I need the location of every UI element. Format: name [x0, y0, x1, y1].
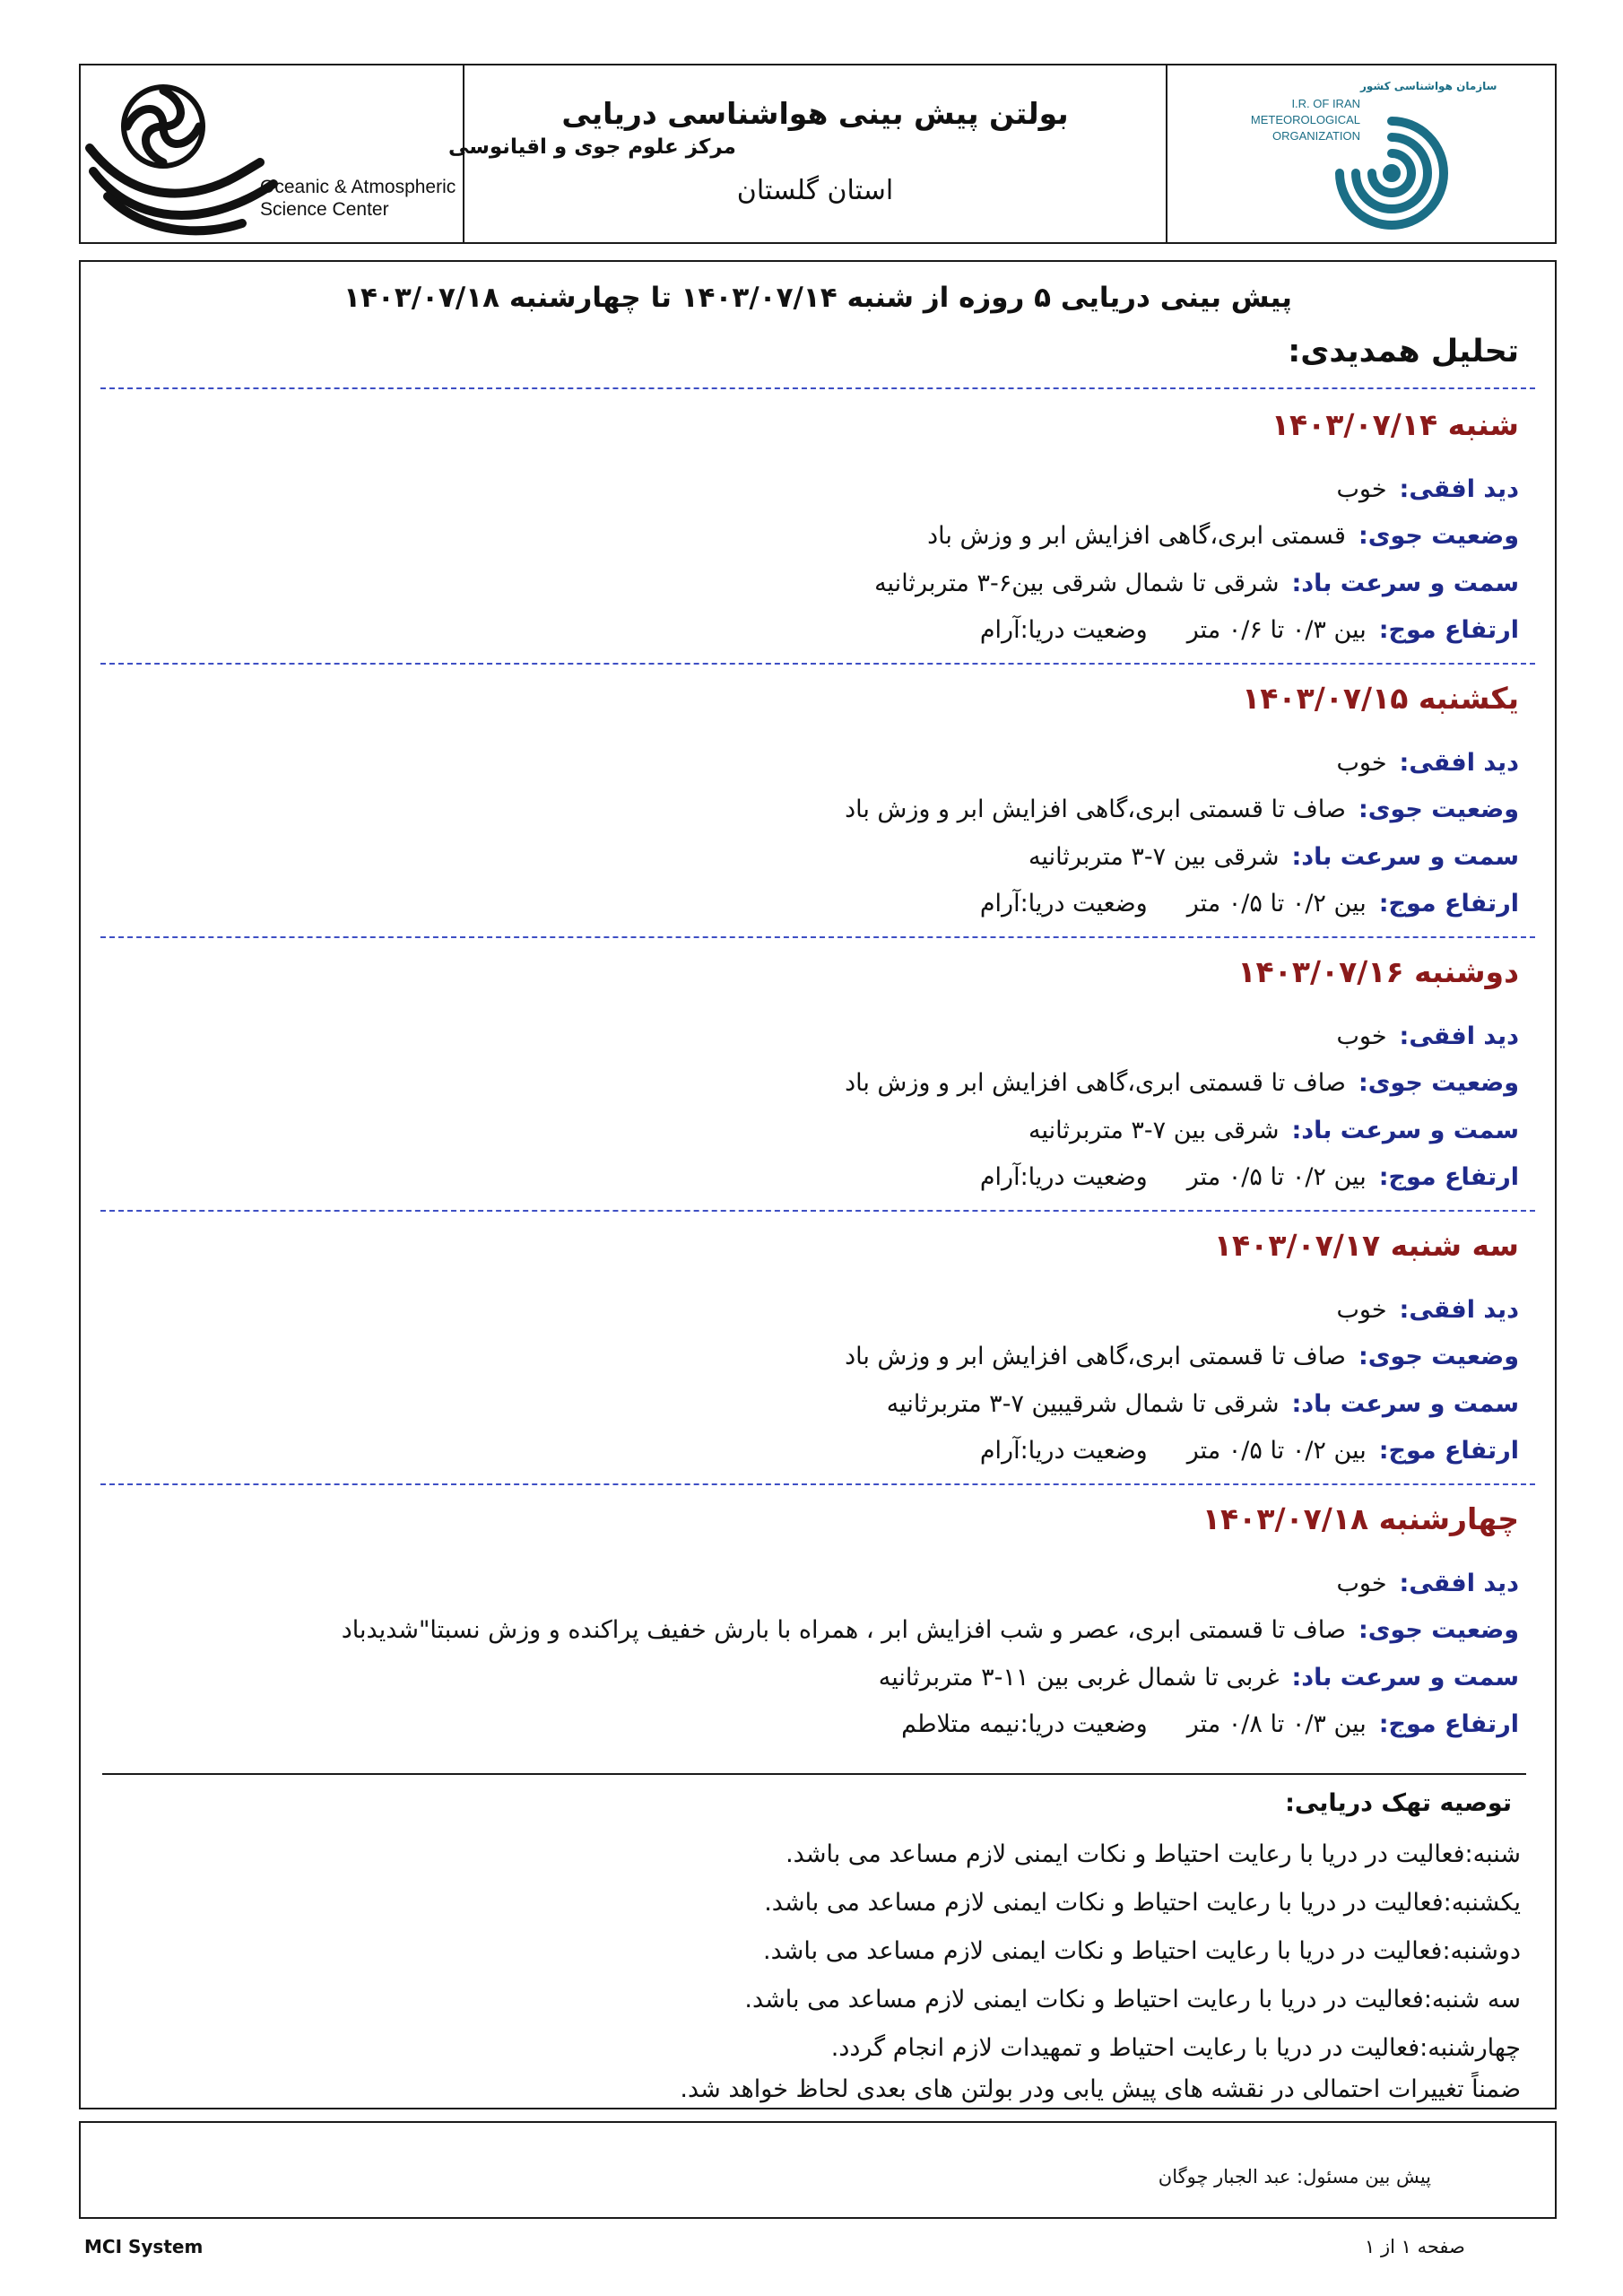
advice-divider: [102, 1773, 1526, 1775]
wave-label: ارتفاع موج:: [1378, 616, 1519, 644]
wind-label: سمت و سرعت باد:: [1291, 1117, 1519, 1144]
section-divider: [100, 936, 1535, 938]
section-divider: [100, 663, 1535, 665]
wind-label: سمت و سرعت باد:: [1291, 570, 1519, 597]
oceanic-center-logo: [81, 65, 736, 242]
weather-value: صاف تا قسمتی ابری،گاهی افزایش ابر و وزش باد: [845, 1343, 1346, 1370]
visibility-value: خوب: [1336, 475, 1387, 503]
wave-value: بین ۰/۳ تا ۰/۶ متر: [1186, 616, 1367, 644]
visibility-label: دید افقی:: [1399, 749, 1519, 777]
day-title: سه شنبه ۱۴۰۳/۰۷/۱۷: [1213, 1228, 1519, 1263]
weather-row: [342, 1616, 1519, 1644]
visibility-value: خوب: [1336, 1296, 1387, 1324]
wave-label: ارتفاع موج:: [1378, 1710, 1519, 1738]
wind-value: غربی تا شمال غربی بین ۱۱-۳ متربرثانیه: [878, 1664, 1280, 1692]
wind-label: سمت و سرعت باد:: [1291, 843, 1519, 871]
forecast-period: پیش بینی دریایی ۵ روزه از شنبه ۱۴۰۳/۰۷/۱۴ تا چهارشنبه ۱۴۰۳/۰۷/۱۸: [343, 282, 1292, 314]
province-name: استان گلستان: [736, 175, 894, 206]
visibility-row: [1336, 475, 1519, 503]
center-name-fa: مرکز علوم جوی و اقیانوسی: [448, 135, 736, 159]
advice-note: ضمناً تغییرات احتمالی در نقشه های پیش یابی ودر بولتن های بعدی لحاظ خواهد شد.: [680, 2075, 1521, 2103]
wave-value: بین ۰/۳ تا ۰/۸ متر: [1186, 1710, 1367, 1738]
synoptic-heading: تحلیل همدیدی:: [1288, 334, 1519, 370]
center-name-en-2: Science Center: [260, 199, 389, 220]
wind-value: شرقی تا شمال شرقیبین ۷-۳ متربرثانیه: [886, 1390, 1280, 1418]
section-divider: [100, 1483, 1535, 1485]
irimo-line-2: METEOROLOGICAL: [1250, 113, 1360, 126]
visibility-row: [1336, 1570, 1519, 1597]
wave-label: ارتفاع موج:: [1378, 1437, 1519, 1465]
weather-label: وضعیت جوی:: [1358, 1069, 1519, 1097]
center-logo-cell: [81, 65, 736, 242]
weather-label: وضعیت جوی:: [1358, 1343, 1519, 1370]
weather-label: وضعیت جوی:: [1358, 1616, 1519, 1644]
weather-value: صاف تا قسمتی ابری،گاهی افزایش ابر و وزش باد: [845, 796, 1346, 823]
sea-state: وضعیت دریا:آرام: [979, 616, 1148, 644]
weather-value: قسمتی ابری،گاهی افزایش ابر و وزش باد: [927, 522, 1346, 550]
wave-value: بین ۰/۲ تا ۰/۵ متر: [1186, 1163, 1367, 1191]
forecast-body: [79, 260, 1557, 2109]
swirl-emblem-icon: [124, 87, 203, 166]
weather-value: صاف تا قسمتی ابری، عصر و شب افزایش ابر ، همراه با بارش خفیف پراکنده و وزش نسبتا"شدیدباد: [341, 1616, 1346, 1644]
wave-label: ارتفاع موج:: [1378, 890, 1519, 918]
visibility-value: خوب: [1336, 1570, 1387, 1597]
wind-row: [879, 1664, 1519, 1692]
wave-value: بین ۰/۲ تا ۰/۵ متر: [1186, 890, 1367, 918]
wind-row: [887, 1390, 1519, 1418]
bulletin-header: [79, 64, 1557, 244]
visibility-label: دید افقی:: [1399, 1570, 1519, 1597]
advice-line: یکشنبه:فعالیت در دریا با رعایت احتیاط و نکات ایمنی لازم مساعد می باشد.: [764, 1889, 1521, 1917]
center-name-en-1: Oceanic & Atmospheric: [260, 177, 456, 197]
irimo-logo: [1167, 65, 1555, 242]
wave-row: [980, 890, 1519, 918]
visibility-value: خوب: [1336, 749, 1387, 777]
visibility-label: دید افقی:: [1399, 475, 1519, 503]
weather-value: صاف تا قسمتی ابری،گاهی افزایش ابر و وزش باد: [845, 1069, 1346, 1097]
system-label: MCI System: [84, 2236, 204, 2257]
weather-label: وضعیت جوی:: [1358, 522, 1519, 550]
wind-row: [1028, 1117, 1519, 1144]
weather-row: [927, 522, 1519, 550]
forecaster-name: پیش بین مسئول: عبد الجبار چوگان: [1158, 2166, 1431, 2187]
wind-value: شرقی تا شمال شرقی بین۶-۳ متربرثانیه: [874, 570, 1280, 597]
wave-label: ارتفاع موج:: [1378, 1163, 1519, 1191]
day-title: چهارشنبه ۱۴۰۳/۰۷/۱۸: [1202, 1501, 1519, 1536]
irimo-line-1: I.R. OF IRAN: [1291, 97, 1360, 110]
wave-row: [980, 616, 1519, 644]
day-title: شنبه ۱۴۰۳/۰۷/۱۴: [1271, 407, 1519, 442]
day-title: یکشنبه ۱۴۰۳/۰۷/۱۵: [1242, 681, 1519, 716]
irimo-line-3: ORGANIZATION: [1272, 129, 1360, 143]
advice-line: شنبه:فعالیت در دریا با رعایت احتیاط و نکات ایمنی لازم مساعد می باشد.: [785, 1840, 1521, 1868]
sea-state: وضعیت دریا:نیمه متلاطم: [901, 1710, 1148, 1738]
sea-state: وضعیت دریا:آرام: [979, 890, 1148, 918]
advice-line: دوشنبه:فعالیت در دریا با رعایت احتیاط و نکات ایمنی لازم مساعد می باشد.: [763, 1937, 1521, 1965]
section-divider: [100, 387, 1535, 389]
visibility-row: [1336, 749, 1519, 777]
weather-label: وضعیت جوی:: [1358, 796, 1519, 823]
visibility-label: دید افقی:: [1399, 1022, 1519, 1050]
irimo-name-fa: سازمان هواشناسی کشور: [1360, 80, 1497, 92]
page-number: صفحه ۱ از ۱: [1365, 2236, 1465, 2257]
visibility-value: خوب: [1336, 1022, 1387, 1050]
sea-state: وضعیت دریا:آرام: [979, 1163, 1148, 1191]
visibility-label: دید افقی:: [1399, 1296, 1519, 1324]
wind-label: سمت و سرعت باد:: [1291, 1664, 1519, 1692]
wind-label: سمت و سرعت باد:: [1291, 1390, 1519, 1418]
section-divider: [100, 1210, 1535, 1212]
weather-row: [845, 1343, 1519, 1370]
wind-value: شرقی بین ۷-۳ متربرثانیه: [1028, 1117, 1280, 1144]
weather-row: [845, 796, 1519, 823]
wind-row: [1028, 843, 1519, 871]
title-cell: [464, 65, 1167, 242]
sea-state: وضعیت دریا:آرام: [979, 1437, 1148, 1465]
wave-row: [980, 1163, 1519, 1191]
advice-heading: توصیه تهک دریایی:: [1285, 1789, 1512, 1817]
visibility-row: [1336, 1296, 1519, 1324]
irimo-logo-cell: [1167, 65, 1555, 242]
wind-value: شرقی بین ۷-۳ متربرثانیه: [1028, 843, 1280, 871]
wind-row: [874, 570, 1519, 597]
wave-row: [980, 1437, 1519, 1465]
wave-row: [901, 1710, 1519, 1738]
bulletin-title: بولتن پیش بینی هواشناسی دریایی: [561, 96, 1069, 131]
forecaster-box: [79, 2121, 1557, 2219]
day-title: دوشنبه ۱۴۰۳/۰۷/۱۶: [1237, 954, 1519, 989]
weather-row: [845, 1069, 1519, 1097]
advice-line: چهارشنبه:فعالیت در دریا با رعایت احتیاط و تمهیدات لازم انجام گردد.: [830, 2034, 1521, 2062]
wave-value: بین ۰/۲ تا ۰/۵ متر: [1186, 1437, 1367, 1465]
advice-line: سه شنبه:فعالیت در دریا با رعایت احتیاط و نکات ایمنی لازم مساعد می باشد.: [744, 1986, 1521, 2013]
visibility-row: [1336, 1022, 1519, 1050]
